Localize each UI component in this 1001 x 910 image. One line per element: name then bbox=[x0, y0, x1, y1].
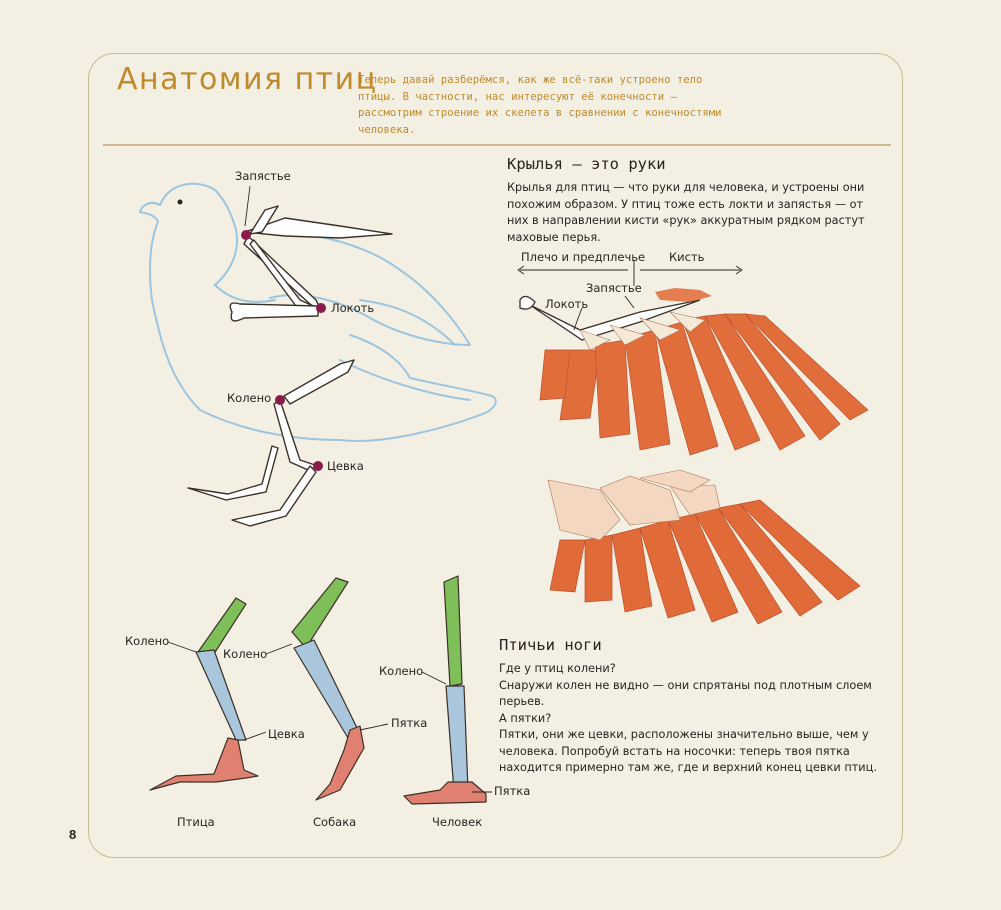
wings-line: Крылья для птиц — что руки для человека, и устроены они bbox=[507, 181, 865, 194]
legs-paragraph bbox=[499, 661, 877, 777]
wing-wrist-label: Запястье bbox=[586, 281, 642, 295]
bird-elbow-label: Локоть bbox=[331, 301, 375, 315]
dog-leg-illustration bbox=[292, 578, 364, 800]
bird-leg-illustration bbox=[150, 598, 258, 790]
page-title: Анатомия птиц bbox=[117, 62, 378, 97]
bird-skeleton-illustration bbox=[188, 206, 392, 526]
human-leg-heel-label: Пятка bbox=[494, 784, 531, 798]
wings-line: них в направлении кисти «рук» аккуратным рядком растут bbox=[507, 214, 865, 227]
legs-line: находится примерно там же, где и верхний конец цевки птиц. bbox=[499, 761, 877, 774]
wings-line: похожим образом. У птиц тоже есть локти и запястья — от bbox=[507, 197, 864, 211]
legs-line: перьев. bbox=[499, 695, 545, 708]
bird-tarsus-label: Цевка bbox=[327, 459, 364, 473]
human-leg-illustration bbox=[404, 576, 486, 804]
dog-leg-knee-label: Колено bbox=[223, 647, 268, 661]
wing-hand-label: Кисть bbox=[669, 250, 705, 264]
bird-leg-tarsus-label: Цевка bbox=[268, 727, 305, 741]
wings-paragraph bbox=[507, 180, 865, 246]
human-leg-caption: Человек bbox=[432, 815, 483, 829]
legs-line: человека. Попробуй встать на носочки: теперь твоя пятка bbox=[499, 744, 850, 758]
legs-line: Снаружи колен не видно — они спрятаны под плотным слоем bbox=[499, 678, 872, 692]
intro-line: рассмотрим строение их скелета в сравнении с конечностями bbox=[358, 107, 722, 119]
wing-top-illustration bbox=[520, 288, 868, 455]
wing-shoulder-label: Плечо и предплечье bbox=[521, 250, 646, 264]
wing-elbow-label: Локоть bbox=[545, 297, 589, 311]
legs-line: Пятки, они же цевки, расположены значительно выше, чем у bbox=[499, 728, 869, 741]
bird-eye-icon bbox=[178, 200, 183, 205]
dog-leg-heel-label: Пятка bbox=[391, 716, 428, 730]
intro-line: человека. bbox=[358, 123, 416, 136]
wings-heading: Крылья — это руки bbox=[507, 155, 666, 173]
page-number: 8 bbox=[69, 827, 77, 842]
legs-heading: Птичьи ноги bbox=[499, 636, 602, 654]
legs-line: Где у птиц колени? bbox=[499, 662, 616, 675]
intro-line: птицы. В частности, нас интересуют её конечности — bbox=[358, 90, 677, 103]
human-leg-knee-label: Колено bbox=[379, 664, 424, 678]
bird-leg-knee-label: Колено bbox=[125, 634, 170, 648]
bird-wrist-label: Запястье bbox=[235, 169, 291, 183]
wings-line: маховые перья. bbox=[507, 230, 601, 244]
bird-knee-label: Колено bbox=[227, 391, 272, 405]
legs-line: А пятки? bbox=[499, 711, 552, 725]
wrist-pointer bbox=[245, 186, 250, 226]
wing-bottom-illustration bbox=[548, 470, 860, 624]
bird-leg-caption: Птица bbox=[177, 815, 215, 829]
dog-leg-caption: Собака bbox=[313, 815, 357, 829]
intro-line: Теперь давай разберёмся, как же всё-таки устроено тело bbox=[358, 74, 703, 86]
